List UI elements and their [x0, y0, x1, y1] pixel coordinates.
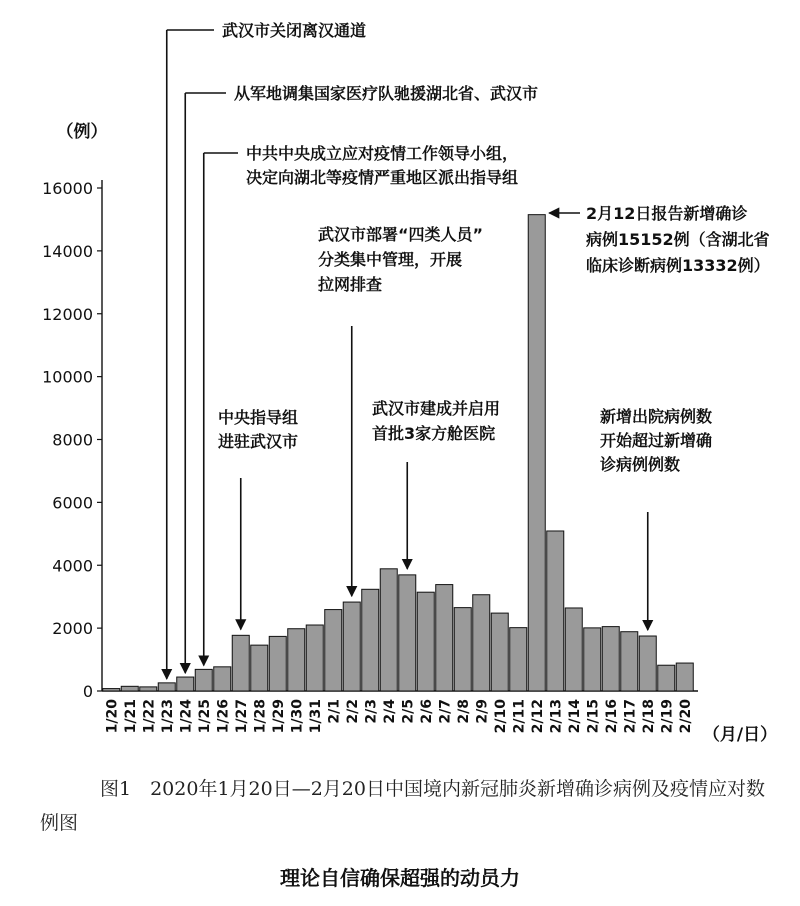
bar-2-15 — [584, 628, 601, 691]
bar-1-24 — [177, 677, 194, 691]
bar-2-6 — [417, 592, 434, 691]
annotation-text: 开始超过新增确 — [600, 431, 713, 450]
x-tick-label: 2/13 — [548, 699, 565, 734]
annotation-text: 病例15152例（含湖北省 — [586, 230, 770, 249]
y-tick-label: 8000 — [52, 430, 93, 450]
y-tick-label: 6000 — [52, 493, 93, 513]
x-tick-label: 1/25 — [196, 699, 213, 734]
bar-1-20 — [103, 689, 120, 691]
x-tick-label: 2/3 — [363, 699, 380, 724]
x-tick-label: 2/8 — [455, 699, 472, 724]
x-tick-label: 1/20 — [104, 699, 121, 734]
bar-2-1 — [325, 610, 342, 691]
x-tick-label: 1/27 — [233, 699, 250, 734]
bar-2-13 — [547, 531, 564, 691]
bar-2-17 — [621, 632, 638, 691]
bar-2-20 — [676, 663, 693, 691]
bar-2-16 — [602, 627, 619, 691]
annotation-text: 新增出院病例数 — [600, 407, 713, 426]
bar-2-8 — [454, 608, 471, 691]
y-tick-label: 4000 — [52, 556, 93, 576]
x-tick-label: 1/21 — [122, 699, 139, 734]
annotation-text: 临床诊断病例13332例） — [586, 256, 770, 275]
bar-2-5 — [399, 575, 416, 691]
x-tick-label: 2/17 — [622, 699, 639, 734]
annotation-text: 进驻武汉市 — [218, 432, 299, 451]
x-tick-label: 1/30 — [289, 699, 306, 734]
figure-caption: 图1 2020年1月20日—2月20日中国境内新冠肺炎新增确诊病例及疫情应对数例图 — [40, 778, 765, 834]
annotation-text: 诊病例例数 — [600, 455, 681, 474]
bar-1-22 — [140, 687, 157, 691]
x-tick-label: 2/6 — [418, 699, 435, 724]
bar-2-3 — [362, 589, 379, 691]
y-tick-label: 10000 — [42, 367, 93, 387]
annotation-text: 拉网排查 — [318, 275, 383, 294]
bar-2-7 — [436, 585, 453, 691]
bar-2-19 — [658, 665, 675, 691]
bar-1-31 — [306, 625, 323, 691]
bar-1-21 — [121, 686, 138, 691]
bar-1-30 — [288, 629, 305, 691]
bar-2-12 — [528, 215, 545, 691]
bar-1-27 — [232, 635, 249, 691]
bar-1-23 — [158, 683, 175, 691]
annotation-text: 分类集中管理，开展 — [318, 250, 463, 269]
x-tick-label: 2/9 — [474, 699, 491, 724]
annotation-text: 武汉市建成并启用 — [372, 399, 501, 418]
x-tick-label: 2/14 — [566, 699, 583, 734]
annotation-text: 武汉市关闭离汉通道 — [222, 21, 367, 40]
bar-2-11 — [510, 628, 527, 691]
x-tick-label: 2/4 — [381, 699, 398, 724]
x-tick-label: 2/10 — [492, 699, 509, 734]
x-tick-label: 1/23 — [159, 699, 176, 734]
y-tick-label: 12000 — [42, 304, 93, 324]
bar-1-28 — [251, 645, 268, 691]
x-tick-label: 2/15 — [585, 699, 602, 734]
x-tick-label: 2/5 — [400, 699, 417, 724]
x-tick-label: 1/26 — [215, 699, 232, 734]
x-tick-label: 2/1 — [326, 699, 343, 724]
x-tick-label: 2/11 — [511, 699, 528, 734]
bar-1-26 — [214, 667, 231, 691]
y-tick-label: 14000 — [42, 241, 93, 261]
x-tick-label: 2/20 — [677, 699, 694, 734]
annotation-text: 中共中央成立应对疫情工作领导小组， — [246, 144, 519, 163]
x-tick-label: 1/31 — [307, 699, 324, 734]
y-axis-label: （例） — [56, 122, 108, 142]
x-tick-label: 2/19 — [659, 699, 676, 734]
bar-2-2 — [343, 602, 360, 691]
annotation-text: 2月12日报告新增确诊 — [586, 204, 748, 223]
annotation-text: 武汉市部署“四类人员” — [318, 225, 484, 244]
x-tick-label: 1/24 — [178, 699, 195, 734]
x-tick-label: 1/29 — [270, 699, 287, 734]
y-tick-label: 2000 — [52, 619, 93, 639]
section-title: 理论自信确保超强的动员力 — [280, 866, 520, 890]
x-tick-label: 2/16 — [603, 699, 620, 734]
x-tick-label: 2/12 — [529, 699, 546, 734]
bar-2-14 — [565, 608, 582, 691]
bar-1-25 — [195, 669, 212, 691]
y-tick-label: 16000 — [42, 179, 93, 198]
bar-2-18 — [639, 636, 656, 691]
annotation-text: 中央指导组 — [218, 408, 299, 427]
bar-2-9 — [473, 595, 490, 691]
x-tick-label: 2/7 — [437, 699, 454, 724]
x-tick-label: 1/22 — [141, 699, 158, 734]
annotation-text: 决定向湖北等疫情严重地区派出指导组 — [246, 168, 519, 187]
bar-2-4 — [380, 569, 397, 691]
bar-2-10 — [491, 613, 508, 691]
y-tick-label: 0 — [82, 682, 93, 701]
annotation-text: 从军地调集国家医疗队驰援湖北省、武汉市 — [234, 84, 539, 103]
x-tick-label: 1/28 — [252, 699, 269, 734]
x-tick-label: 2/2 — [344, 699, 361, 724]
x-axis-label: （月/日） — [702, 725, 778, 745]
x-tick-label: 2/18 — [640, 699, 657, 734]
bar-1-29 — [269, 636, 286, 691]
annotation-text: 首批3家方舱医院 — [372, 424, 496, 443]
